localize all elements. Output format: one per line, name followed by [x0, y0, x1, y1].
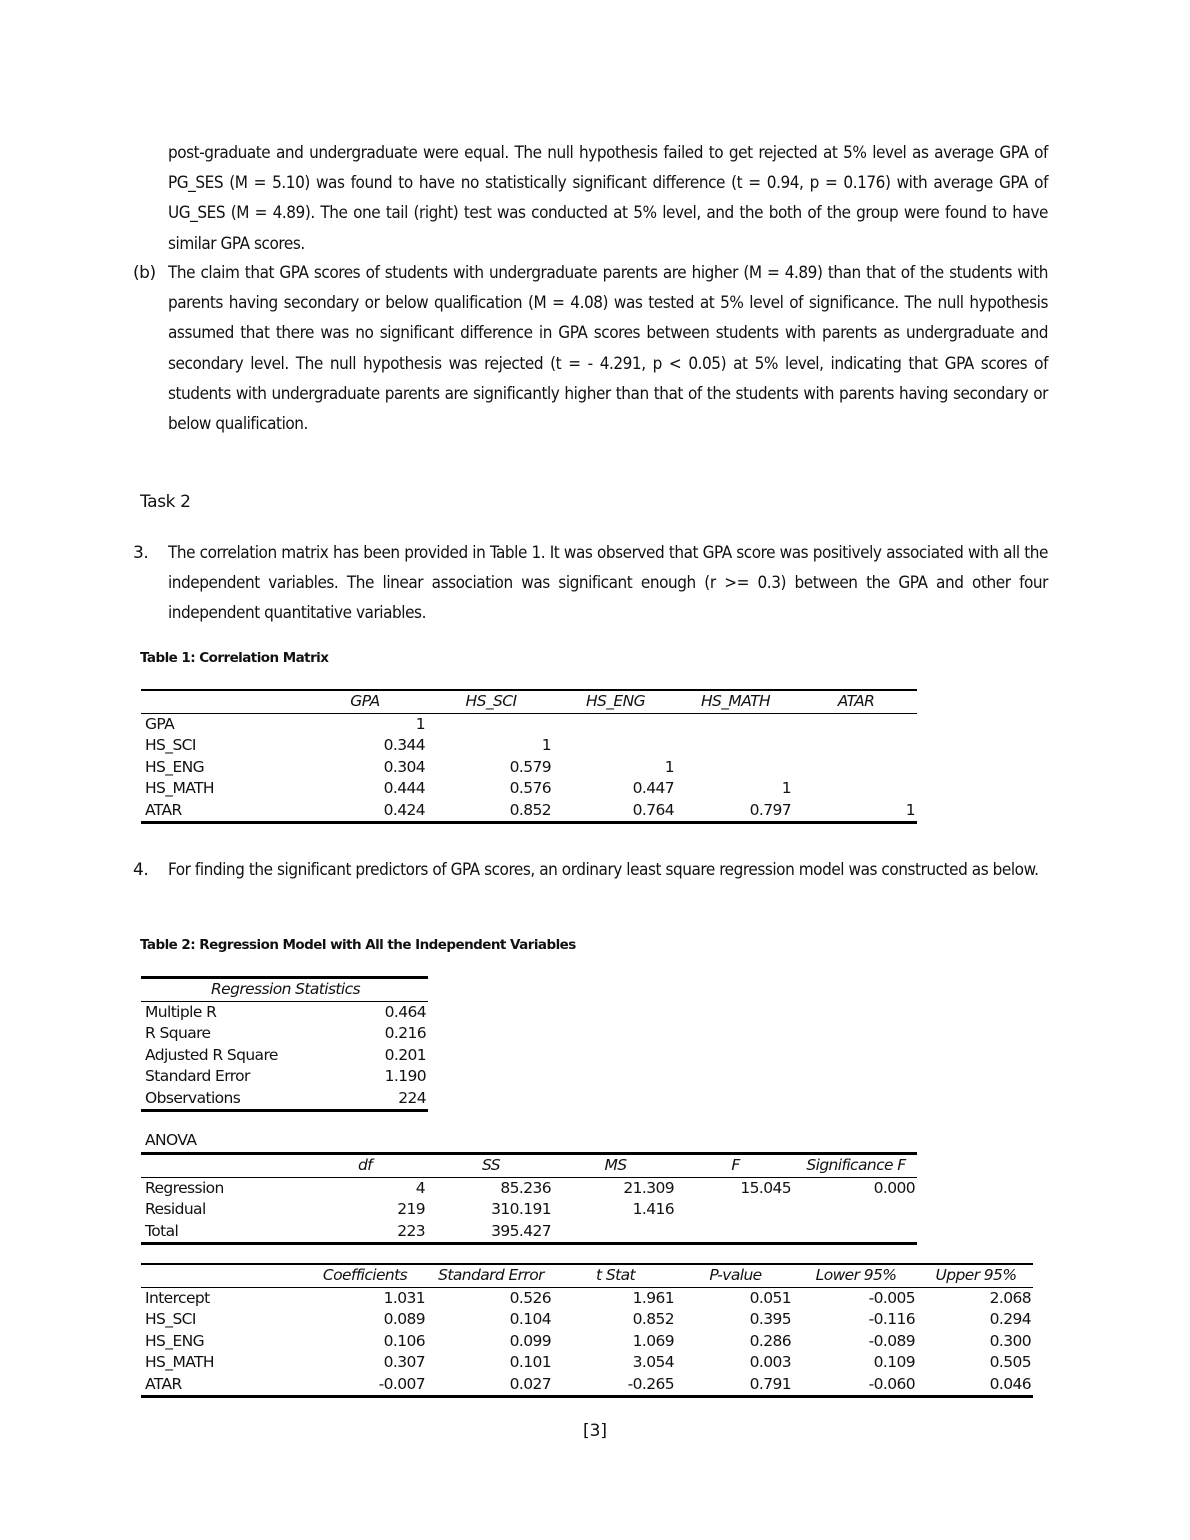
table-cell: 1 [781, 779, 791, 797]
table-cell: 3.054 [632, 1353, 674, 1371]
list-marker-b: (b) [133, 263, 156, 283]
column-header: P-value [676, 1264, 793, 1287]
table-cell [553, 1221, 676, 1244]
table-cell: 0.307 [383, 1353, 425, 1371]
table-cell: -0.005 [868, 1288, 915, 1307]
table-row [141, 1221, 917, 1244]
table-cell: 0.852 [427, 800, 553, 823]
table-cell: 0.395 [749, 1310, 791, 1328]
row-label: Standard Error [145, 1067, 250, 1085]
list-marker-3: 3. [133, 543, 149, 563]
table-cell: 1.961 [632, 1288, 674, 1307]
table-cell: 0.099 [509, 1331, 551, 1350]
table-row [141, 1023, 428, 1045]
table-cell: 1.031 [383, 1288, 425, 1307]
table-cell: 1 [793, 800, 917, 823]
table-cell: 15.045 [740, 1178, 791, 1197]
table-cell [793, 778, 917, 800]
table-cell: 395.427 [427, 1221, 553, 1244]
table-cell: 2.068 [989, 1288, 1031, 1307]
table-cell: 0.101 [509, 1353, 551, 1371]
table-cell [676, 757, 793, 779]
task-heading: Task 2 [140, 492, 191, 512]
table-row [141, 778, 917, 800]
row-label: R Square [145, 1024, 211, 1042]
table-cell [793, 713, 917, 735]
table-cell [553, 713, 676, 735]
table-row [141, 800, 917, 823]
row-label: HS_MATH [145, 1353, 214, 1371]
column-header: Standard Error [427, 1264, 553, 1287]
column-header [141, 1154, 301, 1178]
table-header-row [141, 978, 428, 1002]
row-label: HS_MATH [145, 779, 214, 797]
table-cell: 0.505 [989, 1353, 1031, 1371]
column-header: HS_ENG [553, 690, 676, 713]
table-cell: 0.003 [749, 1353, 791, 1371]
row-label: HS_SCI [145, 736, 196, 754]
table-cell: 0.576 [509, 779, 551, 797]
table-cell: 223 [301, 1221, 427, 1244]
paragraph-item-b: The claim that GPA scores of students with undergraduate parents are higher (M = 4.89) than that of the students with parents having secondary or below qualification (M = 4.08) was tested at 5% level of significance. The null hypothesis assumed that there was no significant difference in GPA scores between students with parents as undergraduate and secondary level. The null hypothesis was rejected (t = - 4.291, p < 0.05) at 5% level, indicating that GPA scores of students with undergraduate parents are significantly higher than that of the students with parents having secondary or below qualification. [168, 263, 1048, 435]
row-label: Multiple R [145, 1002, 217, 1021]
table-cell [676, 713, 793, 735]
table-cell [793, 1221, 917, 1244]
paragraph-item-4: For finding the significant predictors of GPA scores, an ordinary least square regression model was constructed as below. [168, 860, 1039, 880]
column-header [141, 1264, 301, 1287]
table-row [141, 1177, 917, 1199]
table-cell: 0.852 [632, 1310, 674, 1328]
row-label: HS_ENG [145, 757, 205, 776]
table-cell: 0.579 [509, 757, 551, 776]
table-cell: 0.344 [383, 736, 425, 754]
table-cell: 0.294 [989, 1310, 1031, 1328]
table-row [141, 1352, 1033, 1374]
column-header: Significance F [793, 1154, 917, 1178]
table-cell: 0.104 [509, 1310, 551, 1328]
coefficients-table [141, 1263, 1033, 1398]
table-cell: 85.236 [500, 1178, 551, 1197]
table-row [141, 713, 917, 735]
table-row [141, 1088, 428, 1111]
list-marker-4: 4. [133, 860, 149, 880]
table-cell: 0.300 [989, 1331, 1031, 1350]
page-number: [3] [582, 1421, 608, 1441]
table-cell: 224 [341, 1088, 428, 1111]
column-header: Lower 95% [793, 1264, 917, 1287]
table-cell: 310.191 [491, 1200, 551, 1218]
table2-caption: Table 2: Regression Model with All the Independent Variables [140, 937, 576, 953]
column-header: df [301, 1154, 427, 1178]
column-header: Upper 95% [917, 1264, 1033, 1287]
table-cell: 1 [664, 757, 674, 776]
paragraph-continuation: post-graduate and undergraduate were equal. The null hypothesis failed to get rejected at 5% level as average GPA of PG_SES (M = 5.10) was found to have no statistically significant difference (t = 0.94, p = 0.176) with average GPA of UG_SES (M = 4.89). The one tail (right) test was conducted at 5% level, and the both of the group were found to have similar GPA scores. [168, 143, 1048, 254]
table-cell: 1 [541, 736, 551, 754]
table-cell: 1.190 [384, 1067, 426, 1085]
column-header: Regression Statistics [141, 978, 428, 1002]
row-label: Residual [145, 1200, 206, 1218]
column-header [141, 690, 301, 713]
table-header-row [141, 1264, 1033, 1287]
table1-caption: Table 1: Correlation Matrix [140, 650, 329, 666]
table-cell: 0.464 [384, 1002, 426, 1021]
correlation-matrix-table [141, 689, 917, 824]
column-header: t Stat [553, 1264, 676, 1287]
table-cell: -0.007 [301, 1374, 427, 1397]
column-header: GPA [301, 690, 427, 713]
table-cell: 0.764 [553, 800, 676, 823]
row-label: HS_SCI [145, 1310, 196, 1328]
column-header: ATAR [793, 690, 917, 713]
column-header: HS_SCI [427, 690, 553, 713]
table-cell [553, 735, 676, 757]
table-cell [676, 735, 793, 757]
table-cell [793, 757, 917, 779]
table-cell: 0.106 [383, 1331, 425, 1350]
table-cell [676, 1221, 793, 1244]
table-cell: 0.201 [384, 1045, 426, 1064]
row-label: ATAR [141, 800, 301, 823]
table-row [141, 735, 917, 757]
table-cell: 0.304 [383, 757, 425, 776]
table-row [141, 757, 917, 779]
table-cell: 0.791 [676, 1374, 793, 1397]
table-cell: 1 [415, 714, 425, 733]
table-cell [793, 1199, 917, 1221]
table-cell: 21.309 [623, 1178, 674, 1197]
table-cell [793, 735, 917, 757]
row-label: GPA [145, 714, 175, 733]
row-label: Intercept [145, 1288, 210, 1307]
row-label: Regression [145, 1178, 224, 1197]
row-label: ATAR [141, 1374, 301, 1397]
table-cell [427, 713, 553, 735]
table-header-row [141, 690, 917, 713]
table-header-row [141, 1154, 917, 1178]
table-cell: 1.416 [632, 1200, 674, 1218]
column-header: HS_MATH [676, 690, 793, 713]
regression-statistics-table [141, 976, 428, 1112]
table-cell: 0.447 [632, 779, 674, 797]
table-cell: 0.216 [384, 1024, 426, 1042]
row-label: Total [141, 1221, 301, 1244]
table-cell: 4 [415, 1178, 425, 1197]
row-label: Adjusted R Square [145, 1045, 278, 1064]
anova-table [141, 1152, 917, 1245]
table-cell: 0.027 [427, 1374, 553, 1397]
table-cell: 0.109 [873, 1353, 915, 1371]
table-row [141, 1001, 428, 1023]
table-cell: 0.051 [749, 1288, 791, 1307]
table-row [141, 1287, 1033, 1309]
table-cell: 0.000 [873, 1178, 915, 1197]
table-cell: 219 [397, 1200, 425, 1218]
anova-label: ANOVA [145, 1131, 197, 1149]
table-cell: 1.069 [632, 1331, 674, 1350]
table-cell: 0.444 [383, 779, 425, 797]
table-cell: 0.089 [383, 1310, 425, 1328]
table-cell: 0.424 [301, 800, 427, 823]
column-header: SS [427, 1154, 553, 1178]
table-cell: 0.526 [509, 1288, 551, 1307]
table-cell: -0.116 [868, 1310, 915, 1328]
table-cell: 0.286 [749, 1331, 791, 1350]
table-row [141, 1199, 917, 1221]
table-cell: 0.797 [676, 800, 793, 823]
table-cell: -0.265 [553, 1374, 676, 1397]
row-label: Observations [141, 1088, 341, 1111]
table-row [141, 1331, 1033, 1353]
column-header: MS [553, 1154, 676, 1178]
paragraph-item-3: The correlation matrix has been provided in Table 1. It was observed that GPA score was positively associated with all the independent variables. The linear association was significant enough (r >= 0.3) between the GPA and other four independent quantitative variables. [168, 543, 1048, 624]
column-header: F [676, 1154, 793, 1178]
table-row [141, 1066, 428, 1088]
table-cell [676, 1199, 793, 1221]
table-row [141, 1045, 428, 1067]
column-header: Coefficients [301, 1264, 427, 1287]
row-label: HS_ENG [145, 1331, 205, 1350]
table-row [141, 1374, 1033, 1397]
table-cell: -0.089 [868, 1331, 915, 1350]
table-cell: -0.060 [793, 1374, 917, 1397]
table-cell: 0.046 [917, 1374, 1033, 1397]
table-row [141, 1309, 1033, 1331]
